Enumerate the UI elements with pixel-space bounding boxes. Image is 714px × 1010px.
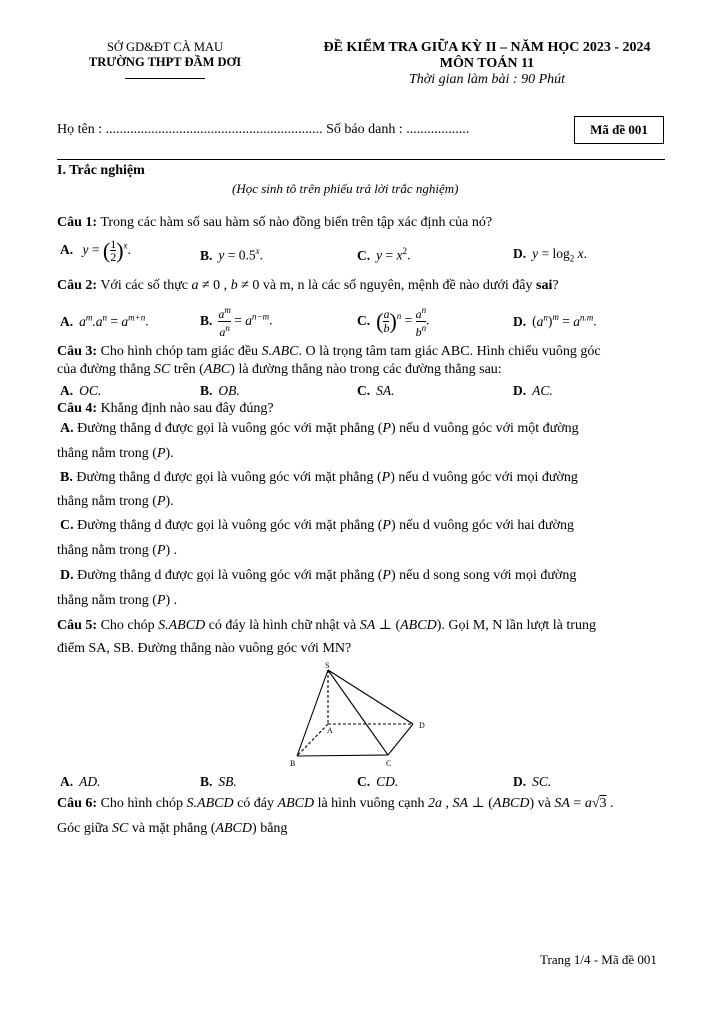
option-text-cont: thẳng nằm trong bbox=[57, 543, 149, 558]
question-6-line-2: Góc giữa SC và mặt phẳng (ABCD) bằng bbox=[57, 821, 288, 836]
pyramid-figure bbox=[285, 660, 435, 770]
question-text: Với các số thực bbox=[100, 278, 188, 293]
question-text-cont: có đáy là hình chữ nhật và bbox=[208, 618, 357, 633]
vertex-b-label: B bbox=[290, 759, 296, 768]
exam-header bbox=[292, 40, 682, 88]
option-text-cont: nếu d vuông góc với mọi đường bbox=[398, 470, 578, 485]
q5-option-a bbox=[60, 774, 101, 790]
option-letter: B. bbox=[60, 470, 73, 485]
q5-option-c bbox=[357, 774, 398, 790]
q5-option-b bbox=[200, 774, 237, 790]
question-1 bbox=[57, 215, 492, 231]
question-text: Khẳng định nào sau đây đúng? bbox=[100, 401, 274, 416]
vertex-s-label: S bbox=[325, 661, 330, 670]
q2-option-c: C. ( $\frac{a}{b}$ )$^n$ = $\frac{a^n}{b^n}$ . bbox=[357, 305, 430, 339]
q4-option-a-cont: thẳng nằm trong (P). bbox=[57, 446, 174, 461]
question-4 bbox=[57, 401, 274, 417]
option-letter: D. bbox=[513, 246, 527, 261]
option-letter: D. bbox=[513, 313, 527, 329]
question-text: Trong các hàm số sau hàm số nào đồng biến trên tập xác định của nó? bbox=[100, 215, 493, 230]
option-letter: A. bbox=[60, 383, 74, 398]
q4-option-d: D. Đường thẳng d được gọi là vuông góc với mặt phẳng (P) nếu d song song với mọi đường bbox=[60, 568, 577, 583]
option-letter: D. bbox=[513, 383, 527, 398]
school-name: TRƯỜNG THPT ĐẦM DƠI bbox=[88, 55, 242, 69]
q4-option-b: B. Đường thẳng d được gọi là vuông góc với mặt phẳng (P) nếu d vuông góc với mọi đường bbox=[60, 470, 578, 485]
option-letter: A. bbox=[60, 313, 74, 329]
option-letter: C. bbox=[357, 774, 371, 789]
q4-option-c-cont: thẳng nằm trong (P) . bbox=[57, 543, 178, 558]
option-text: Đường thẳng d được gọi là vuông góc với mặt phẳng bbox=[77, 568, 375, 583]
question-label: Câu 5: bbox=[57, 618, 98, 633]
option-text-cont: thẳng nằm trong bbox=[57, 494, 149, 509]
option-letter: C. bbox=[357, 383, 371, 398]
section-title: I. Trắc nghiệm bbox=[57, 163, 145, 178]
option-text: Đường thẳng d được gọi là vuông góc với mặt phẳng bbox=[77, 421, 375, 436]
option-text-cont: thẳng nằm trong bbox=[57, 446, 149, 461]
option-letter: B. bbox=[200, 247, 213, 263]
option-letter: C. bbox=[357, 247, 371, 263]
q5-option-d bbox=[513, 774, 551, 790]
question-label: Câu 3: bbox=[57, 344, 98, 359]
student-id-field: Số báo danh : .................. bbox=[326, 122, 470, 137]
option-text-cont: thẳng nằm trong bbox=[57, 593, 149, 608]
option-value: AC. bbox=[532, 383, 553, 398]
question-text-cont: và bbox=[537, 796, 551, 811]
q4-option-d-cont: thẳng nằm trong (P) . bbox=[57, 593, 178, 608]
question-text-cont: là đường thẳng nào trong các đường thẳng sau: bbox=[238, 362, 502, 377]
option-text-cont: nếu d song song với mọi đường bbox=[399, 568, 577, 583]
exam-subject: MÔN TOÁN 11 bbox=[439, 56, 535, 71]
student-name-field: Họ tên : .............................................................. bbox=[57, 122, 323, 137]
page-footer: Trang 1/4 - Mã đề 001 bbox=[540, 952, 657, 967]
q1-option-c: C. $y = x^2$. bbox=[357, 246, 411, 263]
option-value: OB. bbox=[218, 383, 240, 398]
exam-code-box: Mã đề 001 bbox=[574, 116, 664, 144]
question-text: Cho chóp bbox=[100, 618, 155, 633]
option-letter: C. bbox=[357, 312, 371, 328]
question-label: Câu 2: bbox=[57, 278, 98, 293]
option-text: Đường thẳng d được gọi là vuông góc với mặt phẳng bbox=[77, 518, 375, 533]
option-value: SA. bbox=[376, 383, 395, 398]
q3-option-a bbox=[60, 383, 101, 399]
header-rule bbox=[57, 159, 665, 160]
question-text-cont: . Gọi M, N lần lượt là trung bbox=[441, 618, 596, 633]
option-letter: A. bbox=[60, 242, 74, 257]
option-value: SC. bbox=[532, 774, 552, 789]
q4-option-a: A. Đường thẳng d được gọi là vuông góc với mặt phẳng (P) nếu d vuông góc với một đường bbox=[60, 421, 579, 436]
question-text-cont: . O là trọng tâm tam giác ABC. Hình chiếu vuông góc bbox=[298, 344, 601, 359]
q2-option-b: B. $\frac{a^m}{a^n}$ = $a^{n-m}$. bbox=[200, 305, 273, 339]
option-value: AD. bbox=[79, 774, 101, 789]
option-text: Đường thẳng d được gọi là vuông góc với mặt phẳng bbox=[76, 470, 374, 485]
option-letter: D. bbox=[60, 568, 74, 583]
q2-option-d: D. $(a^n)^m = a^{n.m}$. bbox=[513, 312, 597, 329]
question-text: Cho hình chóp tam giác đều bbox=[100, 344, 259, 359]
option-text-cont: nếu d vuông góc với hai đường bbox=[399, 518, 574, 533]
question-text-cont: có đáy bbox=[237, 796, 275, 811]
question-text-cont: bằng bbox=[260, 821, 288, 836]
vertex-c-label: C bbox=[386, 759, 392, 768]
q1-option-a: A. y = ( $\frac{1}{2}$ )$^x$. bbox=[60, 237, 131, 265]
exam-duration: Thời gian làm bài : 90 Phút bbox=[408, 72, 566, 87]
question-label: Câu 4: bbox=[57, 401, 98, 416]
q3-option-c bbox=[357, 383, 395, 399]
question-6: Câu 6: Cho hình chóp S.ABCD có đáy ABCD là hình vuông cạnh 2a , SA ⊥ (ABCD) và SA = a√3 . bbox=[57, 796, 614, 811]
option-value: SB. bbox=[218, 774, 237, 789]
q3-option-b bbox=[200, 383, 240, 399]
department-name: SỞ GD&ĐT CÀ MAU bbox=[106, 40, 224, 54]
school-header bbox=[55, 40, 275, 79]
q4-option-c: C. Đường thẳng d được gọi là vuông góc với mặt phẳng (P) nếu d vuông góc với hai đường bbox=[60, 518, 574, 533]
question-label: Câu 1: bbox=[57, 215, 98, 230]
option-letter: B. bbox=[200, 383, 213, 398]
option-letter: A. bbox=[60, 421, 74, 436]
question-text-cont: trên bbox=[173, 362, 196, 377]
question-2: Câu 2: Với các số thực a ≠ 0 , b ≠ 0 và m, n là các số nguyên, mệnh đề nào dưới đây sai? bbox=[57, 278, 559, 293]
question-label: Câu 6: bbox=[57, 796, 98, 811]
option-letter: B. bbox=[200, 774, 213, 789]
exam-title: ĐỀ KIỂM TRA GIỮA KỲ II – NĂM HỌC 2023 - 2024 bbox=[323, 40, 651, 55]
q1-option-d: D. $y = \log_2 x$. bbox=[513, 246, 587, 264]
option-letter: C. bbox=[60, 518, 74, 533]
option-letter: B. bbox=[200, 312, 213, 328]
emphasis-word: sai bbox=[536, 278, 553, 293]
option-letter: D. bbox=[513, 774, 527, 789]
question-text-cont: là hình vuông cạnh bbox=[317, 796, 425, 811]
header-divider bbox=[125, 78, 205, 79]
question-3: Câu 3: Cho hình chóp tam giác đều S.ABC. O là trọng tâm tam giác ABC. Hình chiếu vuông góc bbox=[57, 344, 601, 359]
section-note: (Học sinh tô trên phiếu trả lời trắc nghiệm) bbox=[232, 181, 459, 196]
q2-option-a: A. $a^m.a^n = a^{m+n}$. bbox=[60, 312, 149, 329]
student-info bbox=[57, 122, 469, 138]
option-value: OC. bbox=[79, 383, 102, 398]
question-3-line-2: của đường thẳng SC trên (ABC) là đường thẳng nào trong các đường thẳng sau: bbox=[57, 362, 502, 377]
question-5-line-2: điểm SA, SB. Đường thẳng nào vuông góc với MN? bbox=[57, 641, 352, 656]
q4-option-b-cont: thẳng nằm trong (P). bbox=[57, 494, 174, 509]
q3-option-d bbox=[513, 383, 553, 399]
option-letter: A. bbox=[60, 774, 74, 789]
vertex-a-label: A bbox=[327, 726, 333, 735]
vertex-d-label: D bbox=[419, 721, 425, 730]
question-text: của đường thẳng bbox=[57, 362, 151, 377]
question-5: Câu 5: Cho chóp S.ABCD có đáy là hình chữ nhật và SA ⊥ (ABCD). Gọi M, N lần lượt là trung bbox=[57, 618, 596, 633]
question-text-cont: và mặt phẳng bbox=[131, 821, 208, 836]
question-text: Cho hình chóp bbox=[100, 796, 184, 811]
question-text: Góc giữa bbox=[57, 821, 109, 836]
q1-option-b: B. $y = 0.5^x$. bbox=[200, 246, 264, 263]
option-text-cont: nếu d vuông góc với một đường bbox=[399, 421, 579, 436]
option-value: CD. bbox=[376, 774, 399, 789]
